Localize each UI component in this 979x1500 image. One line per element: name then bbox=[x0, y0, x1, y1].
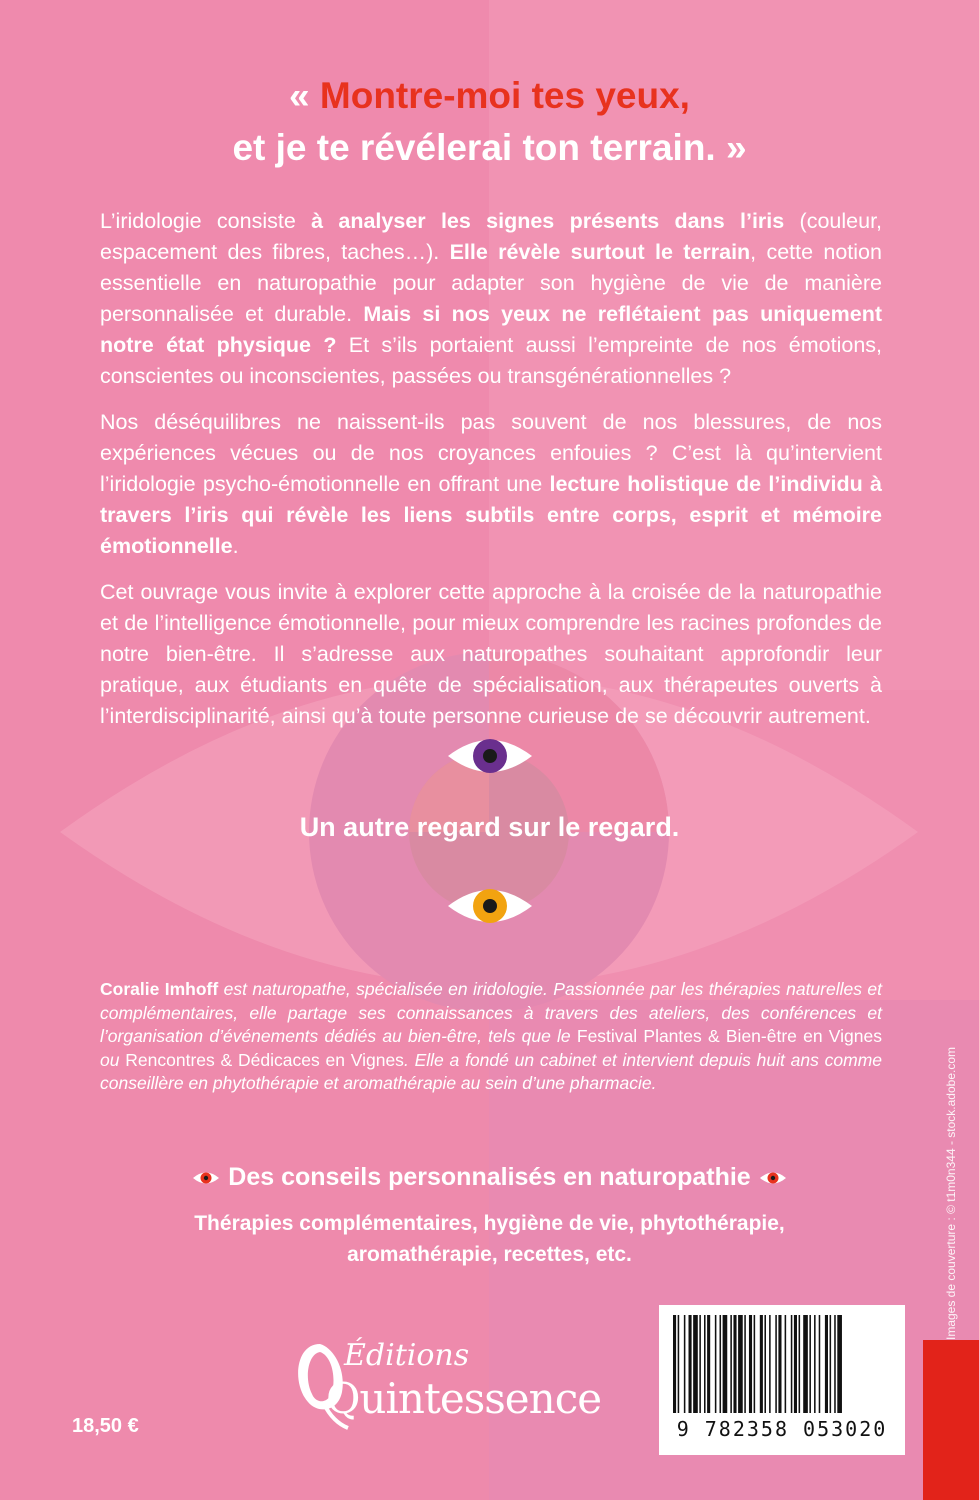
quote-highlight: Montre-moi tes yeux, bbox=[319, 75, 690, 116]
quote-line-2: et je te révélerai ton terrain. » bbox=[232, 127, 747, 168]
barcode-bar bbox=[809, 1315, 811, 1413]
topics-line-1: Thérapies complémentaires, hygiène de vie, phytothérapie, bbox=[194, 1212, 785, 1235]
barcode-bar bbox=[754, 1315, 756, 1413]
barcode-bar bbox=[814, 1315, 816, 1413]
barcode-bar bbox=[791, 1315, 793, 1413]
barcode-bar bbox=[673, 1315, 676, 1413]
eye-icon bbox=[446, 730, 534, 782]
barcode-bar bbox=[775, 1315, 777, 1413]
barcode-bar bbox=[704, 1315, 706, 1413]
barcode-bar bbox=[764, 1315, 766, 1413]
barcode-bar bbox=[760, 1315, 763, 1413]
barcode-bar bbox=[794, 1315, 797, 1413]
author-name: Coralie Imhoff bbox=[100, 979, 219, 999]
eye-icon bbox=[446, 880, 534, 932]
barcode-bar bbox=[830, 1315, 832, 1413]
barcode-bar bbox=[799, 1315, 801, 1413]
barcode-bar bbox=[803, 1315, 808, 1413]
barcode-icon bbox=[671, 1315, 893, 1415]
barcode-bar bbox=[720, 1315, 722, 1413]
headline-quote bbox=[0, 70, 979, 174]
eye-icon bbox=[759, 1169, 787, 1187]
tagline: Un autre regard sur le regard. bbox=[299, 812, 680, 842]
paragraph-1: L’iridologie consiste à analyser les signes présents dans l’iris (couleur, espacement des fibres, taches…). Elle révèle surtout le terrain, cette notion essentielle en naturopathie pour adapter son hygiène de vie de manière personnalisée et durable. Mais si nos yeux ne reflétaient pas uniquement notre état physique ? Et s’ils portaient aussi l’empreinte de nos émotions, conscientes ou inconscientes, passées ou transgénérationnelles ? bbox=[100, 209, 883, 388]
barcode-bar bbox=[678, 1315, 680, 1413]
barcode-bar bbox=[834, 1315, 836, 1413]
author-bio: Coralie Imhoff est naturopathe, spécialisée en iridologie. Passionnée par les thérapies naturelles et complémentaires, elle partage ses connaissances à travers des ateliers, des conférences et l’organisation d’événements dédiés au bien-être, tels que le Festival Plantes & Bien-être en Vignes ou Rencontres & Dédicaces en Vignes. Elle a fondé un cabinet et intervient depuis huit ans comme conseillère en phytothérapie et aromathérapie au sein d’une pharmacie. bbox=[100, 979, 883, 1093]
topics-list bbox=[0, 1208, 979, 1270]
barcode-bar bbox=[825, 1315, 828, 1413]
barcode-bar bbox=[738, 1315, 743, 1413]
barcode-bar bbox=[684, 1315, 686, 1413]
topics-line-2: aromathérapie, recettes, etc. bbox=[347, 1243, 632, 1266]
barcode-bar bbox=[769, 1315, 771, 1413]
barcode-bar bbox=[785, 1315, 787, 1413]
isbn-number: 9 782358 053020 bbox=[676, 1417, 888, 1441]
barcode-bar bbox=[837, 1315, 842, 1413]
paragraph-3: Cet ouvrage vous invite à explorer cette approche à la croisée de la naturopathie et de l’intelligence émotionnelle, pour mieux comprendre les racines profondes de notre bien-être. Il s’adresse aux naturopathes souhaitant approfondir leur pratique, aux étudiants en quête de spécialisation, aux thérapeutes ouverts à l’interdisciplinarité, ainsi qu’à toute personne curieuse de se découvrir autrement. bbox=[100, 580, 882, 728]
barcode-bar bbox=[699, 1315, 701, 1413]
publisher-line-2: Quintessence bbox=[326, 1374, 602, 1423]
barcode-bar bbox=[733, 1315, 736, 1413]
barcode-bar bbox=[707, 1315, 710, 1413]
barcode-bar bbox=[693, 1315, 698, 1413]
barcode-bar bbox=[715, 1315, 717, 1413]
barcode-bar bbox=[689, 1315, 692, 1413]
eye-icon bbox=[192, 1169, 220, 1187]
price: 18,50 € bbox=[72, 1415, 139, 1437]
barcode bbox=[659, 1305, 905, 1455]
publisher-logo bbox=[290, 1330, 602, 1440]
image-credit: Images de couverture : © t1m0n344 - stock.adobe.com bbox=[944, 1047, 958, 1340]
quote-open-mark: « bbox=[289, 75, 320, 116]
red-strip bbox=[923, 1340, 979, 1500]
publisher-line-1: Éditions bbox=[344, 1338, 470, 1373]
description-text bbox=[100, 206, 882, 747]
barcode-bar bbox=[723, 1315, 728, 1413]
barcode-bar bbox=[819, 1315, 821, 1413]
barcode-bar bbox=[778, 1315, 781, 1413]
barcode-bar bbox=[744, 1315, 746, 1413]
barcode-bar bbox=[730, 1315, 732, 1413]
barcode-bar bbox=[749, 1315, 752, 1413]
paragraph-2: Nos déséquilibres ne naissent-ils pas souvent de nos blessures, de nos expériences vécues ou de nos croyances enfouies ? C’est là qu’intervient l’iridologie psycho-émotionnelle en offrant une lecture holistique de l’individu à travers l’iris qui révèle les liens subtils entre corps, esprit et mémoire émotionnelle. bbox=[100, 410, 882, 558]
conseils-heading bbox=[0, 1163, 979, 1192]
conseils-text: Des conseils personnalisés en naturopathie bbox=[228, 1163, 751, 1191]
